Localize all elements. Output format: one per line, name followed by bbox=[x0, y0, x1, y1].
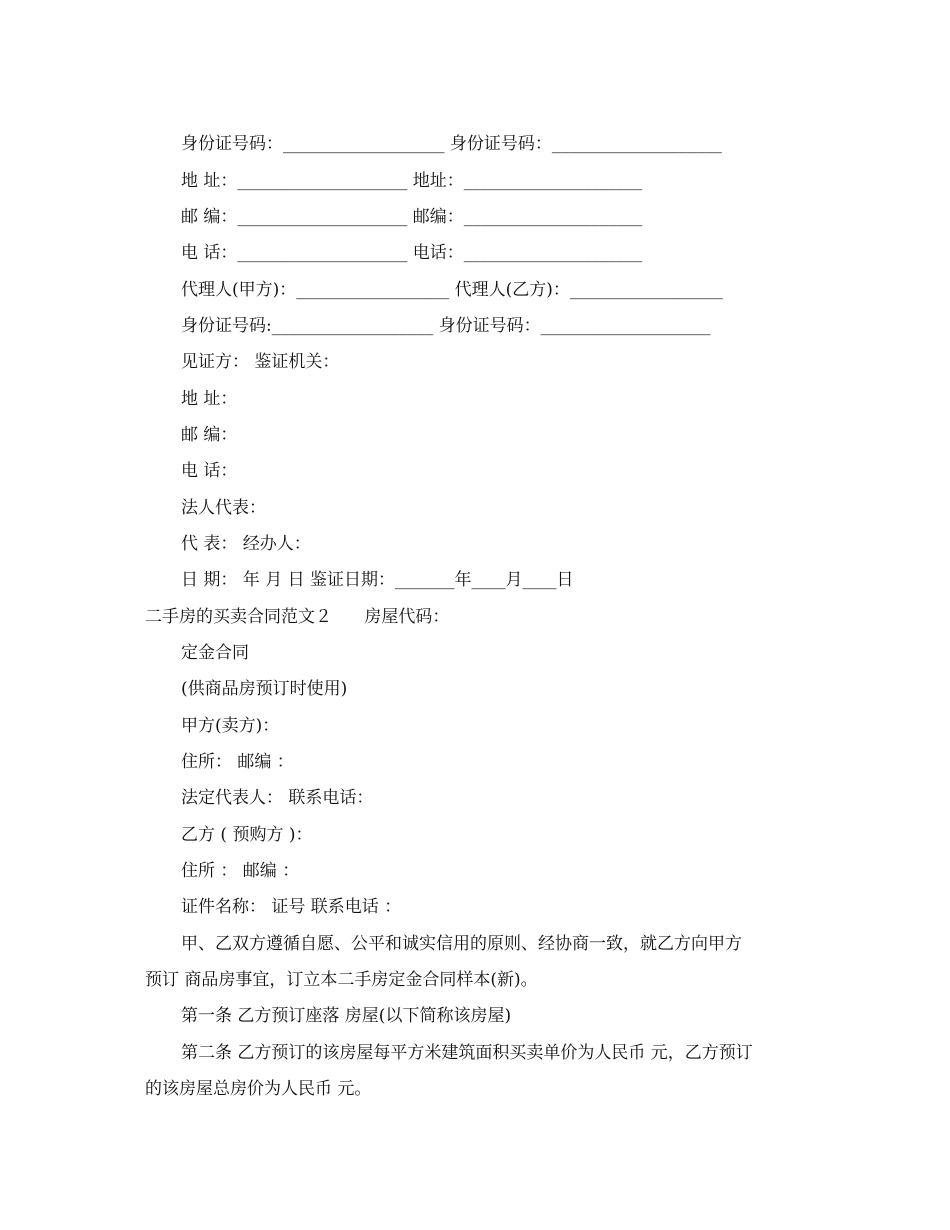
agent-id-line: 身份证号码:___________________ 身份证号码：____________________ bbox=[181, 316, 711, 336]
agent-line: 代理人(甲方)：__________________ 代理人(乙方)：__________________ bbox=[181, 280, 723, 300]
witness-line: 见证方： 鉴证机关： bbox=[181, 352, 340, 372]
article-two-1: 第二条 乙方预订的该房屋每平方米建筑面积买卖单价为人民币 元，乙方预订 bbox=[181, 1043, 753, 1063]
article-one: 第一条 乙方预订座落 房屋(以下简称该房屋) bbox=[181, 1006, 512, 1026]
contract-title: 定金合同 bbox=[181, 643, 249, 663]
paragraph-intro-2: 预订 商品房事宜，订立本二手房定金合同样本(新)。 bbox=[145, 970, 538, 990]
party-b-id-line: 证件名称： 证号 联系电话 ： bbox=[181, 897, 402, 917]
party-a-rep-line: 法定代表人： 联系电话： bbox=[181, 788, 374, 808]
party-b-line: 乙方 ( 预购方 )： bbox=[181, 825, 313, 845]
section-heading: 二手房的买卖合同范文２ 房屋代码： bbox=[145, 607, 450, 627]
article-two-2: 的该房屋总房价为人民币 元。 bbox=[145, 1079, 372, 1099]
representative-line: 代 表： 经办人： bbox=[181, 534, 311, 554]
date-line: 日 期： 年 月 日 鉴证日期：_______年____月____日 bbox=[181, 570, 574, 590]
party-b-address-line: 住所 ： 邮编 ： bbox=[181, 861, 300, 881]
paragraph-intro-1: 甲、乙双方遵循自愿、公平和诚实信用的原则、经协商一致，就乙方向甲方 bbox=[181, 934, 742, 954]
witness-address-line: 地 址： bbox=[181, 389, 238, 409]
id-number-line: 身份证号码：___________________ 身份证号码：____________________ bbox=[181, 134, 722, 154]
witness-phone-line: 电 话： bbox=[181, 461, 238, 481]
legal-rep-line: 法人代表： bbox=[181, 498, 266, 518]
contract-subtitle: (供商品房预订时使用) bbox=[181, 679, 348, 699]
party-a-line: 甲方(卖方)： bbox=[181, 716, 280, 736]
postcode-line: 邮 编：____________________ 邮编：_____________________ bbox=[181, 207, 643, 227]
address-line: 地 址：____________________ 地址：_____________________ bbox=[181, 171, 643, 191]
witness-postcode-line: 邮 编： bbox=[181, 425, 238, 445]
phone-line: 电 话：____________________ 电话：_____________________ bbox=[181, 243, 643, 263]
party-a-address-line: 住所： 邮编 ： bbox=[181, 752, 294, 772]
